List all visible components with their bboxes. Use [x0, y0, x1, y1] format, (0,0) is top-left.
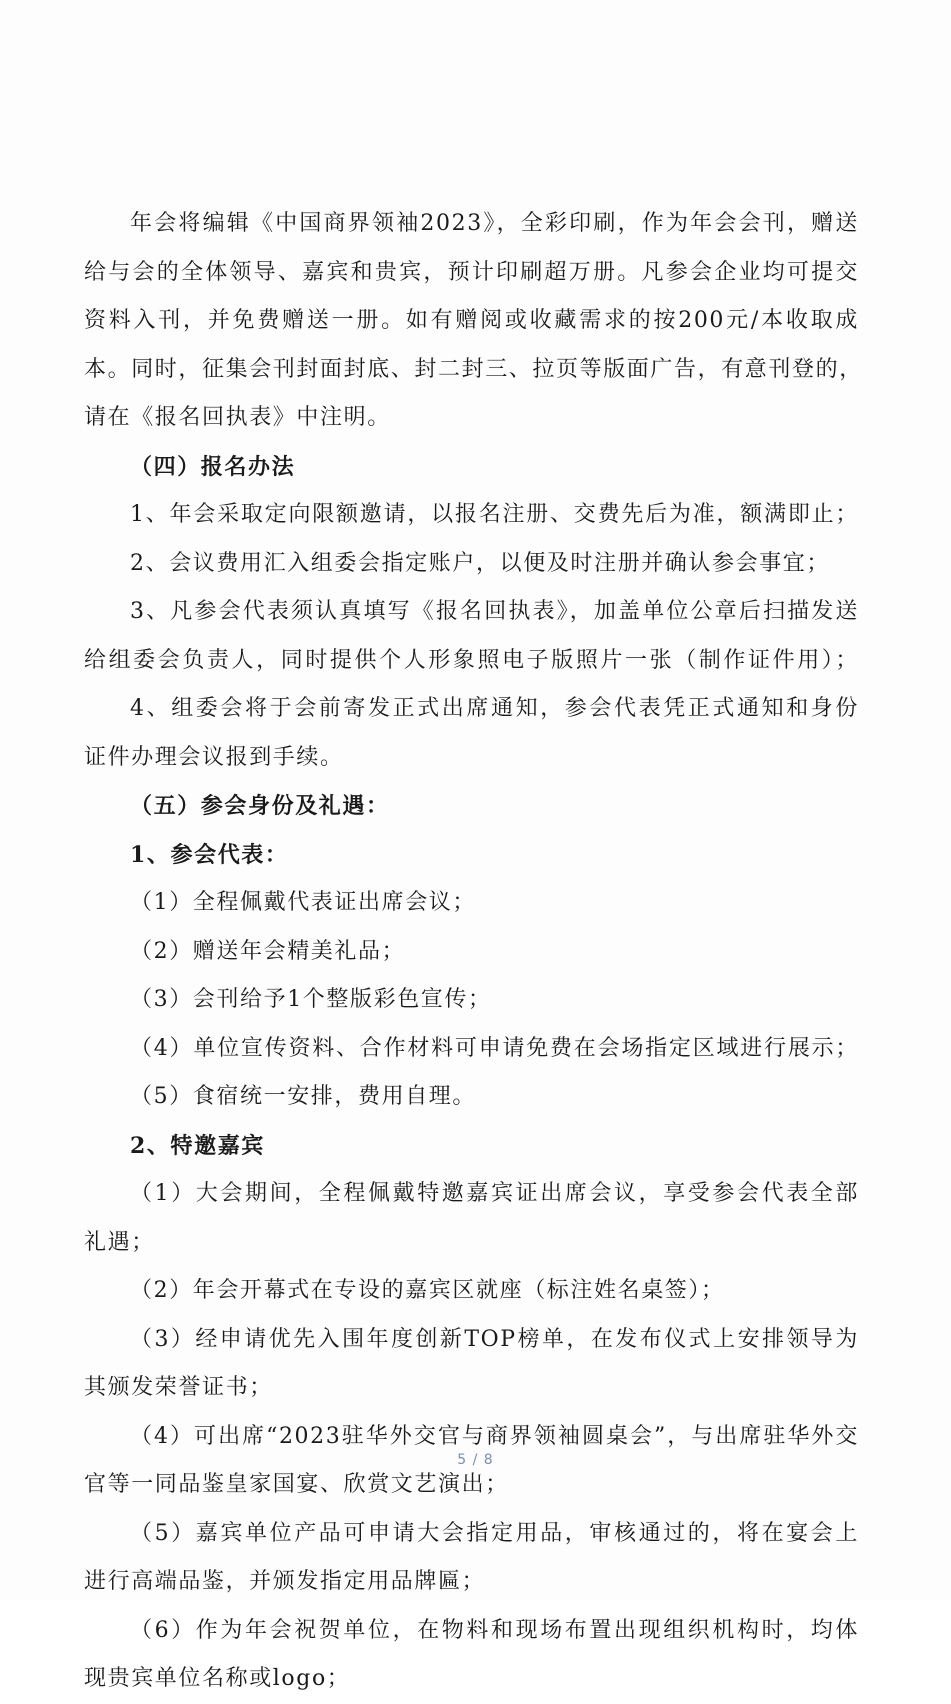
paragraph-line: 给与会的全体领导、嘉宾和贵宾，预计印刷超万册。凡参会企业均可提交 — [84, 259, 859, 285]
list-item: （2）赠送年会精美礼品； — [130, 938, 406, 964]
page-number: 5 / 8 — [457, 1452, 494, 1468]
list-item: （5）食宿统一安排，费用自理。 — [130, 1084, 476, 1109]
section-heading: （四）报名办法 — [130, 453, 296, 480]
paragraph-line: 本。同时，征集会刊封面封底、封二封三、拉页等版面广告，有意刊登的， — [84, 356, 863, 382]
list-item: （1）全程佩戴代表证出席会议； — [130, 890, 476, 915]
list-item: （6）作为年会祝贺单位，在物料和现场布置出现组织机构时，均体 — [130, 1617, 859, 1643]
list-item: （3）会刊给予1个整版彩色宣传； — [130, 987, 492, 1012]
subsection-heading: 1、参会代表： — [130, 841, 289, 868]
paragraph-line: 给组委会负责人，同时提供个人形象照电子版照片一张（制作证件用）； — [84, 647, 859, 673]
paragraph-line: 证件办理会议报到手续。 — [84, 744, 344, 770]
paragraph-line: 3、凡参会代表须认真填写《报名回执表》，加盖单位公章后扫描发送 — [130, 599, 859, 624]
list-item: （5）嘉宾单位产品可申请大会指定用品，审核通过的，将在宴会上 — [130, 1520, 859, 1546]
list-item: （4）单位宣传资料、合作材料可申请免费在会场指定区域进行展示； — [130, 1035, 859, 1061]
list-item: （3）经申请优先入围年度创新TOP榜单，在发布仪式上安排领导为 — [130, 1326, 859, 1352]
paragraph-line: 2、会议费用汇入组委会指定账户，以便及时注册并确认参会事宜； — [130, 550, 830, 576]
subsection-heading: 2、特邀嘉宾 — [130, 1132, 265, 1159]
section-heading: （五）参会身份及礼遇： — [130, 793, 390, 819]
paragraph-line: 请在《报名回执表》中注明。 — [84, 405, 391, 430]
paragraph-line: 年会将编辑《中国商界领袖2023》，全彩印刷，作为年会会刊，赠送 — [130, 211, 859, 236]
list-item: 其颁发荣誉证书； — [84, 1375, 273, 1400]
list-item: 礼遇； — [84, 1229, 155, 1255]
list-item: 官等一同品鉴皇家国宴、欣赏文艺演出； — [84, 1472, 509, 1497]
paragraph-line: 1、年会采取定向限额邀请，以报名注册、交费先后为准，额满即止； — [130, 502, 859, 527]
list-item: 现贵宾单位名称或logo； — [84, 1666, 351, 1691]
list-item: （4）可出席“2023驻华外交官与商界领袖圆桌会”，与出席驻华外交 — [130, 1423, 859, 1449]
list-item: （1）大会期间，全程佩戴特邀嘉宾证出席会议，享受参会代表全部 — [130, 1181, 859, 1206]
list-item: （2）年会开幕式在专设的嘉宾区就座（标注姓名桌签）； — [130, 1278, 725, 1303]
list-item: 进行高端品鉴，并颁发指定用品牌匾； — [84, 1569, 486, 1594]
paragraph-line: 4、组委会将于会前寄发正式出席通知，参会代表凭正式通知和身份 — [130, 696, 859, 721]
document-body — [84, 200, 863, 1704]
paragraph-line: 资料入刊，并免费赠送一册。如有赠阅或收藏需求的按200元/本收取成 — [84, 308, 859, 333]
